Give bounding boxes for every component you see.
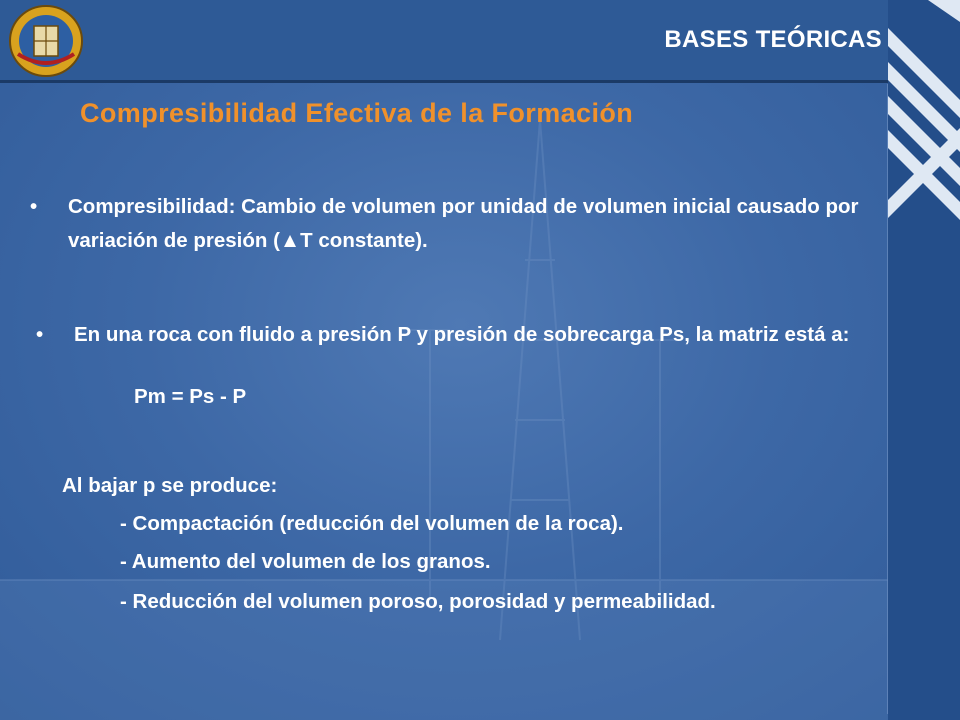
header-title: BASES TEÓRICAS — [664, 26, 882, 53]
bullet-matrix-pressure — [36, 318, 874, 352]
slide-title: Compresibilidad Efectiva de la Formación — [80, 98, 634, 128]
effect-item: - Compactación (reducción del volumen de la roca). — [120, 512, 624, 535]
bullet-marker: • — [36, 323, 44, 346]
chevron-pattern-icon — [888, 0, 960, 720]
bullet-text: Compresibilidad: Cambio de volumen por unidad de volumen inicial causado por variación de presión (▲T constante). — [68, 195, 859, 252]
institution-logo-icon — [8, 4, 84, 78]
effect-item: - Reducción del volumen poroso, porosidad y permeabilidad. — [120, 590, 716, 613]
effect-item: - Aumento del volumen de los granos. — [120, 550, 491, 573]
right-decorative-band — [888, 0, 960, 720]
formula-matrix-pressure: Pm = Ps - P — [134, 385, 247, 408]
bullet-marker: • — [30, 195, 38, 218]
bullet-text: En una roca con fluido a presión P y presión de sobrecarga Ps, la matriz está a: — [74, 323, 850, 346]
header-bar — [0, 0, 960, 83]
bullet-compressibility-definition — [30, 190, 878, 258]
effects-intro: Al bajar p se produce: — [62, 474, 278, 497]
